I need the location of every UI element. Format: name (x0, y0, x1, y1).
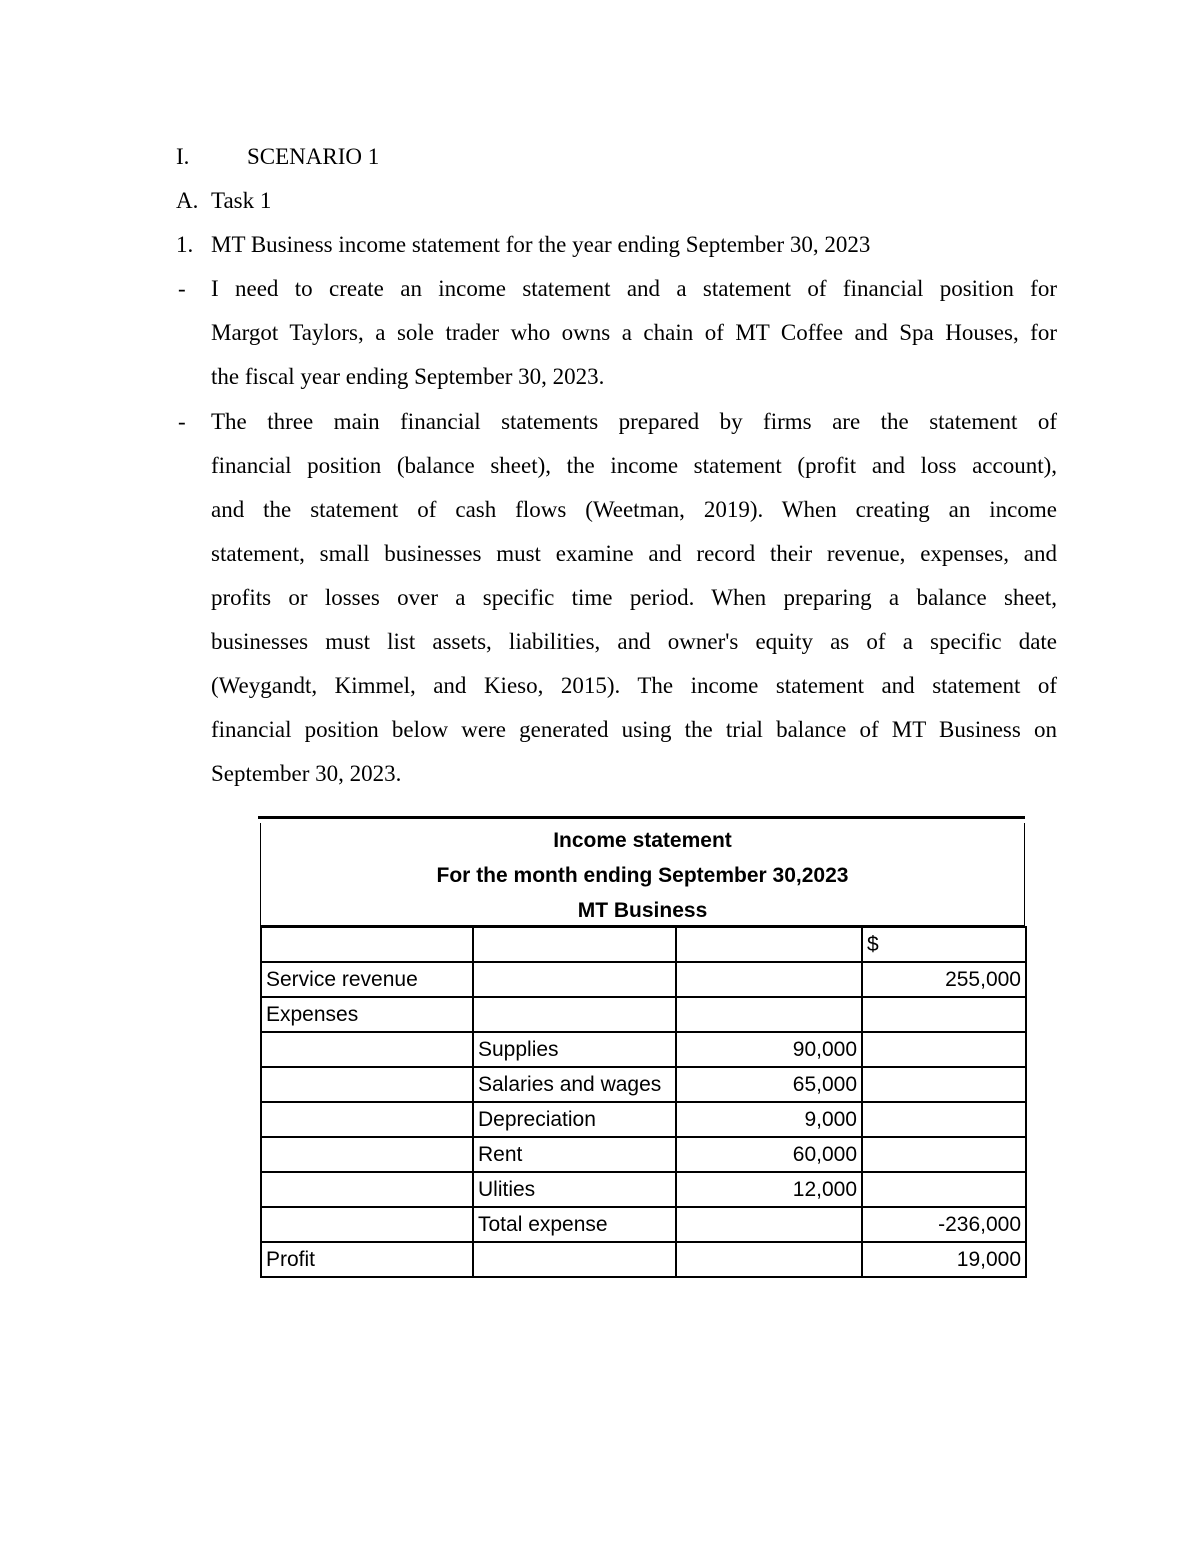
table-cell: Total expense (473, 1207, 676, 1242)
table-cell: Rent (473, 1137, 676, 1172)
table-cell (261, 1172, 473, 1207)
table-row (261, 1067, 1026, 1102)
table-cell (676, 962, 862, 997)
table-cell (473, 997, 676, 1032)
paragraph-line: Margot Taylors, a sole trader who owns a chain of MT Coffee and Spa Houses, for (211, 320, 1057, 345)
table-row (261, 1207, 1026, 1242)
bullet-marker: - (178, 276, 186, 301)
paragraph-line: I need to create an income statement and a statement of financial position for (211, 276, 1057, 301)
table-row (261, 1102, 1026, 1137)
bullet-paragraph (211, 400, 1057, 796)
paragraph-line: the fiscal year ending September 30, 2023. (211, 364, 605, 389)
bullet-marker: - (178, 409, 186, 434)
table-row (261, 1032, 1026, 1067)
paragraph-line: and the statement of cash flows (Weetman, 2019). When creating an income (211, 497, 1057, 522)
table-cell (473, 927, 676, 962)
paragraph-line: September 30, 2023. (211, 761, 402, 786)
table-cell (676, 1207, 862, 1242)
statement-period: For the month ending September 30,2023 (260, 858, 1025, 893)
table-row (261, 1137, 1026, 1172)
table-cell: Salaries and wages (473, 1067, 676, 1102)
table-cell (676, 1242, 862, 1277)
table-cell (261, 927, 473, 962)
table-cell (676, 997, 862, 1032)
table-cell: Profit (261, 1242, 473, 1277)
table-cell: Service revenue (261, 962, 473, 997)
table-cell (862, 997, 1026, 1032)
table-cell: 60,000 (676, 1137, 862, 1172)
paragraph-line: statement, small businesses must examine and record their revenue, expenses, and (211, 541, 1057, 566)
table-cell: 65,000 (676, 1067, 862, 1102)
paragraph-line: The three main financial statements prepared by firms are the statement of (211, 409, 1057, 434)
statement-title: Income statement (260, 823, 1025, 858)
table-cell (862, 1067, 1026, 1102)
table-cell (473, 962, 676, 997)
table-row (261, 927, 1026, 962)
table-cell: 19,000 (862, 1242, 1026, 1277)
task-title: Task 1 (211, 188, 272, 213)
table-cell (261, 1137, 473, 1172)
table-row (261, 1242, 1026, 1277)
paragraph-line: (Weygandt, Kimmel, and Kieso, 2015). The income statement and statement of (211, 673, 1057, 698)
table-cell (261, 1067, 473, 1102)
table-cell (862, 1032, 1026, 1067)
task-marker: A. (176, 188, 199, 213)
table-cell (862, 1137, 1026, 1172)
item-marker: 1. (176, 232, 194, 257)
paragraph-line: businesses must list assets, liabilities, and owner's equity as of a specific date (211, 629, 1057, 654)
table-row (261, 997, 1026, 1032)
table-cell: Depreciation (473, 1102, 676, 1137)
table-row (261, 962, 1026, 997)
section-title: SCENARIO 1 (247, 144, 380, 169)
table-cell (261, 1032, 473, 1067)
table-cell: 9,000 (676, 1102, 862, 1137)
table-cell (862, 1172, 1026, 1207)
item-title: MT Business income statement for the year ending September 30, 2023 (211, 232, 871, 257)
section-numeral: I. (176, 144, 190, 169)
bullet-paragraph (211, 267, 1057, 399)
table-cell: -236,000 (862, 1207, 1026, 1242)
table-cell: 255,000 (862, 962, 1026, 997)
table-cell (261, 1207, 473, 1242)
table-cell: Supplies (473, 1032, 676, 1067)
table-cell (676, 927, 862, 962)
paragraph-line: profits or losses over a specific time period. When preparing a balance sheet, (211, 585, 1057, 610)
table-cell (473, 1242, 676, 1277)
table-cell: Expenses (261, 997, 473, 1032)
table-row (261, 1172, 1026, 1207)
paragraph-line: financial position (balance sheet), the income statement (profit and loss account), (211, 453, 1057, 478)
statement-entity: MT Business (260, 893, 1025, 927)
table-cell: 90,000 (676, 1032, 862, 1067)
paragraph-line: financial position below were generated using the trial balance of MT Business on (211, 717, 1057, 742)
table-cell (862, 1102, 1026, 1137)
currency-cell: $ (862, 927, 1026, 962)
statement-grid (260, 926, 1027, 1278)
table-cell: Ulities (473, 1172, 676, 1207)
table-cell: 12,000 (676, 1172, 862, 1207)
table-top-rule (258, 816, 1025, 819)
table-cell (261, 1102, 473, 1137)
